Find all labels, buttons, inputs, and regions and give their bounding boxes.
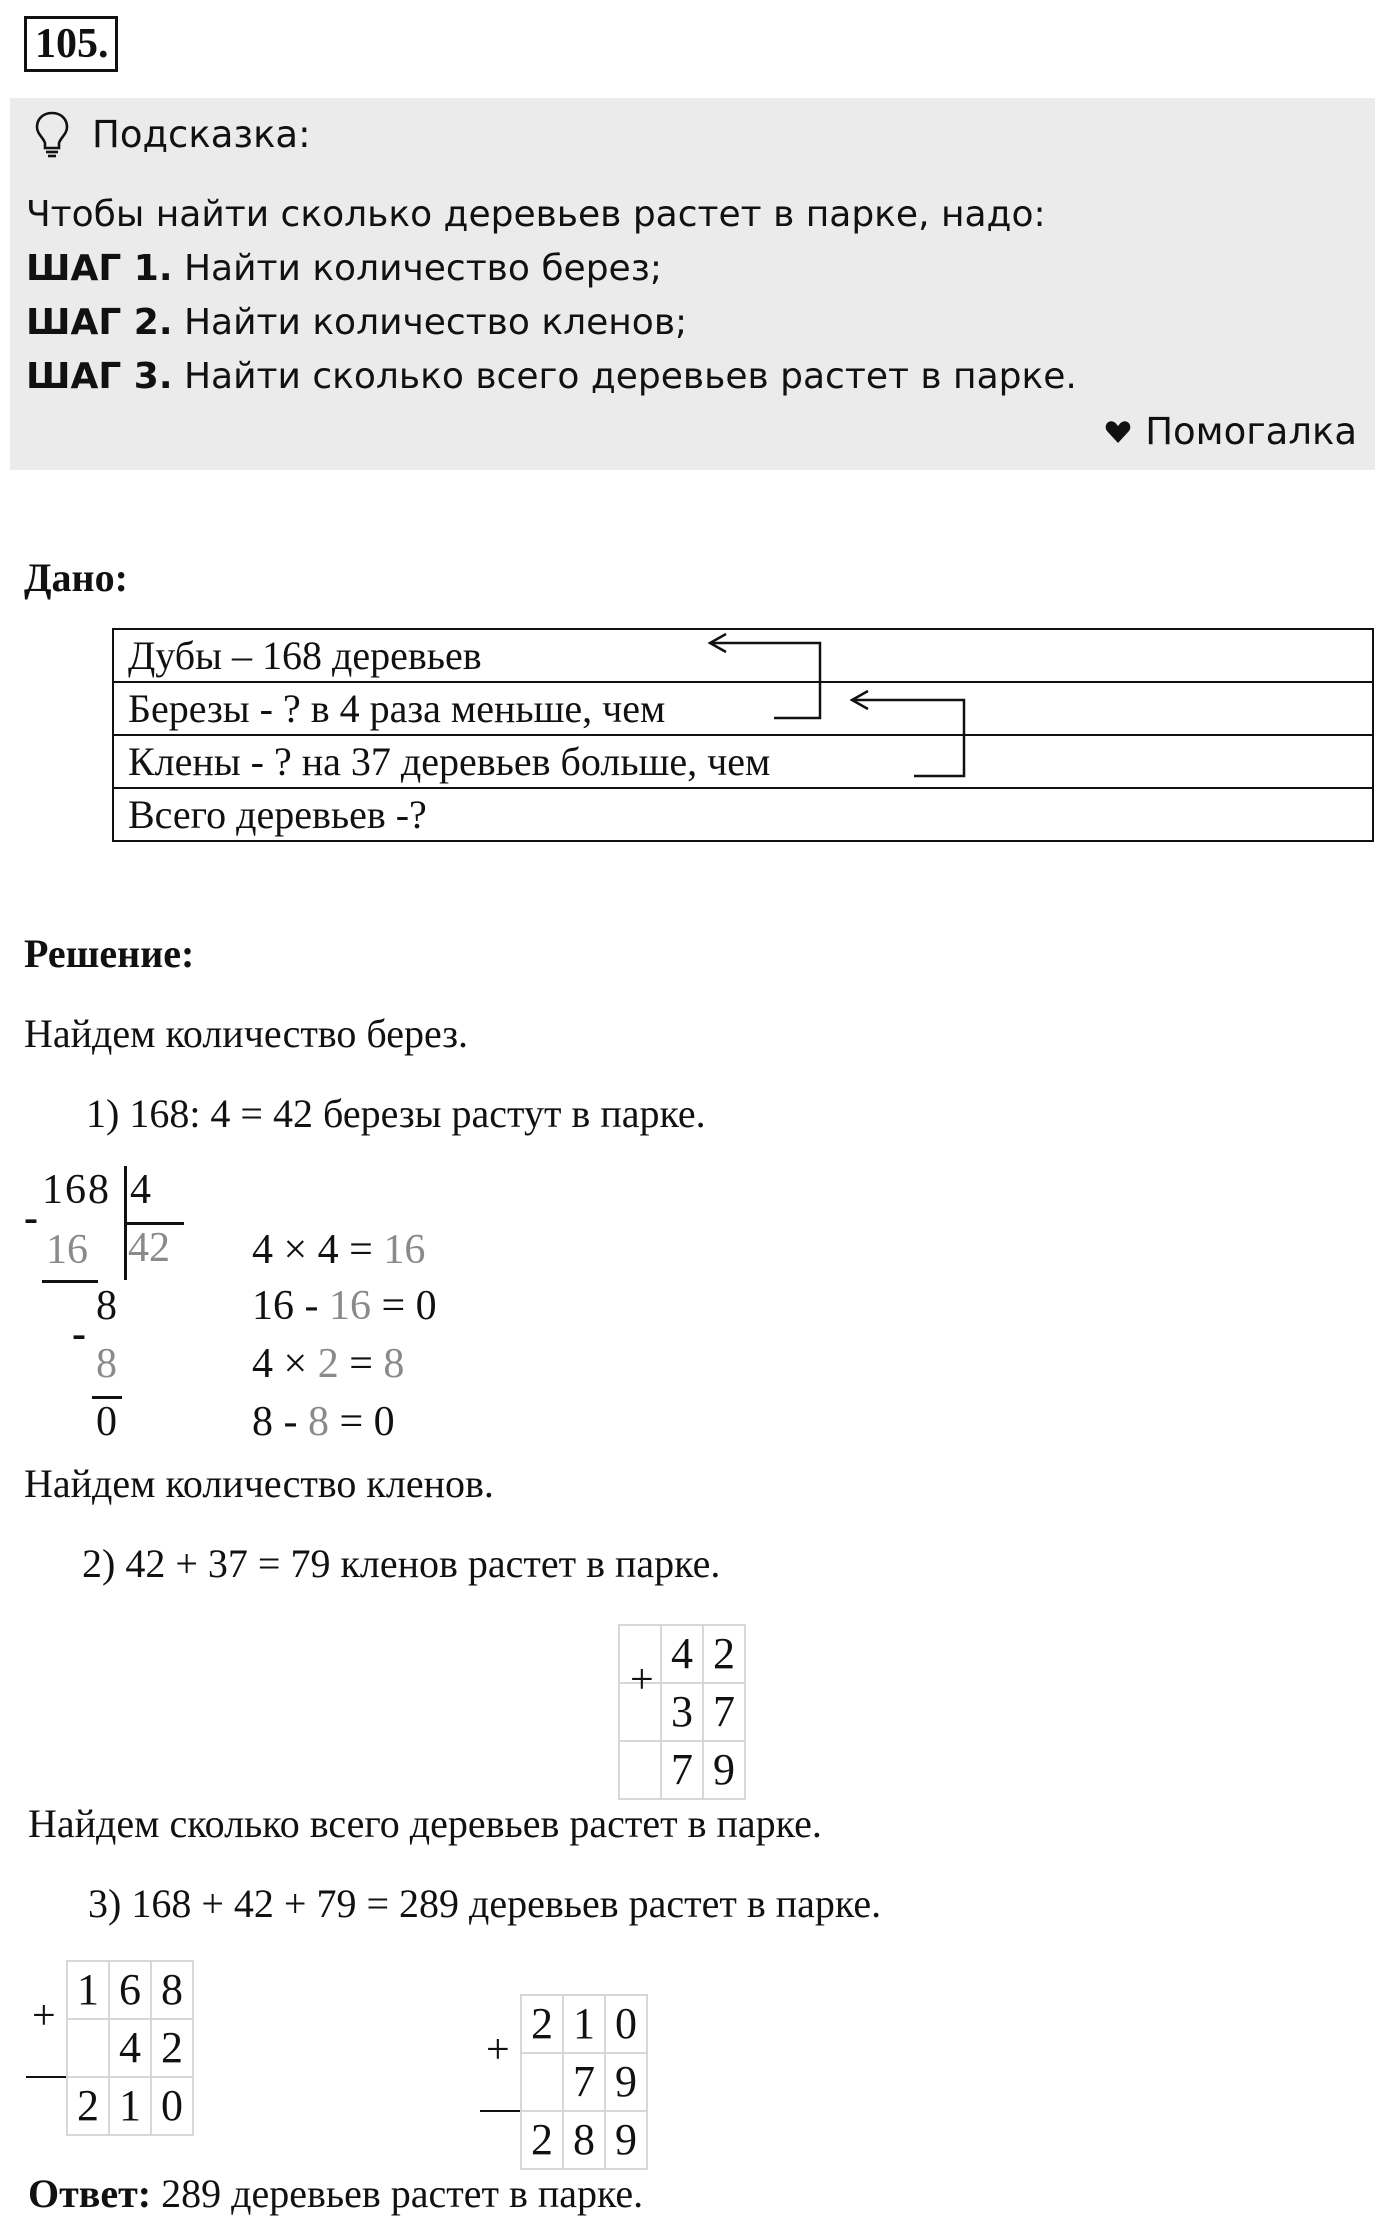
grid-cell: 9 — [605, 2111, 647, 2169]
division-note: 16 - 16 = 0 — [252, 1283, 437, 1329]
grid-cell: 9 — [605, 2053, 647, 2111]
subtract-line — [42, 1280, 98, 1283]
remainder-2: 0 — [96, 1399, 117, 1445]
division-note: 4 × 4 = 16 — [252, 1227, 426, 1273]
step2-equation: 2) 42 + 37 = 79 кленов растет в парке. — [82, 1541, 721, 1586]
divisor: 4 — [130, 1167, 151, 1213]
grid-cell: 4 — [661, 1625, 703, 1683]
grid-cell: 2 — [151, 2019, 193, 2077]
grid-cell: 7 — [563, 2053, 605, 2111]
solution-heading: Решение: — [24, 931, 195, 976]
grid-cell: 0 — [605, 1995, 647, 2053]
hint-title-text: Подсказка: — [92, 112, 311, 156]
grid-cell: 7 — [703, 1683, 745, 1741]
subtrahend-1: 16 — [46, 1227, 88, 1273]
column-addition-1 — [618, 1624, 746, 1800]
step3-intro: Найдем сколько всего деревьев растет в парке. — [28, 1801, 822, 1846]
credit-text: Помогалка — [1145, 410, 1357, 453]
grid-cell: 0 — [151, 2077, 193, 2135]
step3-equation: 3) 168 + 42 + 79 = 289 деревьев растет в парке. — [88, 1881, 882, 1926]
given-heading: Дано: — [24, 555, 128, 600]
task-number: 105. — [24, 16, 118, 72]
division-note: 8 - 8 = 0 — [252, 1399, 395, 1445]
column-addition-3 — [480, 1994, 648, 2170]
plus-sign: + — [32, 1993, 56, 2039]
grid-cell — [26, 2077, 67, 2135]
grid-cell: 6 — [109, 1961, 151, 2019]
grid-cell: 1 — [109, 2077, 151, 2135]
minus-sign: - — [24, 1195, 38, 1241]
answer: Ответ: 289 деревьев растет в парке. — [28, 2171, 644, 2216]
quotient: 42 — [128, 1225, 170, 1271]
grid-cell: 2 — [67, 2077, 109, 2135]
grid-cell: 1 — [563, 1995, 605, 2053]
step1-equation: 1) 168: 4 = 42 березы растут в парке. — [86, 1091, 706, 1136]
grid-cell — [619, 1741, 661, 1799]
grid-cell: 4 — [109, 2019, 151, 2077]
relation-arrows — [0, 0, 1400, 900]
hint-line: Чтобы найти сколько деревьев растет в парке, надо: — [26, 194, 1046, 235]
column-addition-2 — [26, 1960, 194, 2136]
grid-cell — [521, 2053, 563, 2111]
grid-cell: 3 — [661, 1683, 703, 1741]
grid-cell: 2 — [521, 1995, 563, 2053]
hint-line: ШАГ 2. Найти количество кленов; — [26, 302, 688, 343]
grid-cell: 2 — [521, 2111, 563, 2169]
long-division — [0, 1160, 500, 1450]
subtrahend-2: 8 — [96, 1341, 117, 1387]
given-cell: Клены - ? на 37 деревьев больше, чем — [113, 735, 1373, 788]
given-cell: Березы - ? в 4 раза меньше, чем — [113, 682, 1373, 735]
arrow-birch-to-oak — [710, 634, 820, 718]
plus-sign: + — [630, 1657, 654, 1703]
grid-cell: 7 — [661, 1741, 703, 1799]
step1-intro: Найдем количество берез. — [24, 1011, 469, 1056]
plus-sign: + — [486, 2027, 510, 2073]
division-note: 4 × 2 = 8 — [252, 1341, 405, 1387]
grid-cell — [480, 2111, 521, 2169]
hint-line: ШАГ 3. Найти сколько всего деревьев растет в парке. — [26, 356, 1077, 397]
grid-cell: 8 — [151, 1961, 193, 2019]
remainder-1: 8 — [96, 1283, 117, 1329]
minus-sign: - — [72, 1311, 86, 1357]
grid-cell: 9 — [703, 1741, 745, 1799]
hint-line: ШАГ 1. Найти количество берез; — [26, 248, 662, 289]
arrow-maple-to-birch — [852, 691, 964, 776]
grid-cell: 1 — [67, 1961, 109, 2019]
step2-intro: Найдем количество кленов. — [24, 1461, 494, 1506]
dividend: 168 — [42, 1167, 111, 1213]
given-cell: Дубы – 168 деревьев — [113, 629, 1373, 682]
grid-cell: 2 — [703, 1625, 745, 1683]
given-cell: Всего деревьев -? — [113, 788, 1373, 841]
grid-cell: 8 — [563, 2111, 605, 2169]
grid-cell — [67, 2019, 109, 2077]
